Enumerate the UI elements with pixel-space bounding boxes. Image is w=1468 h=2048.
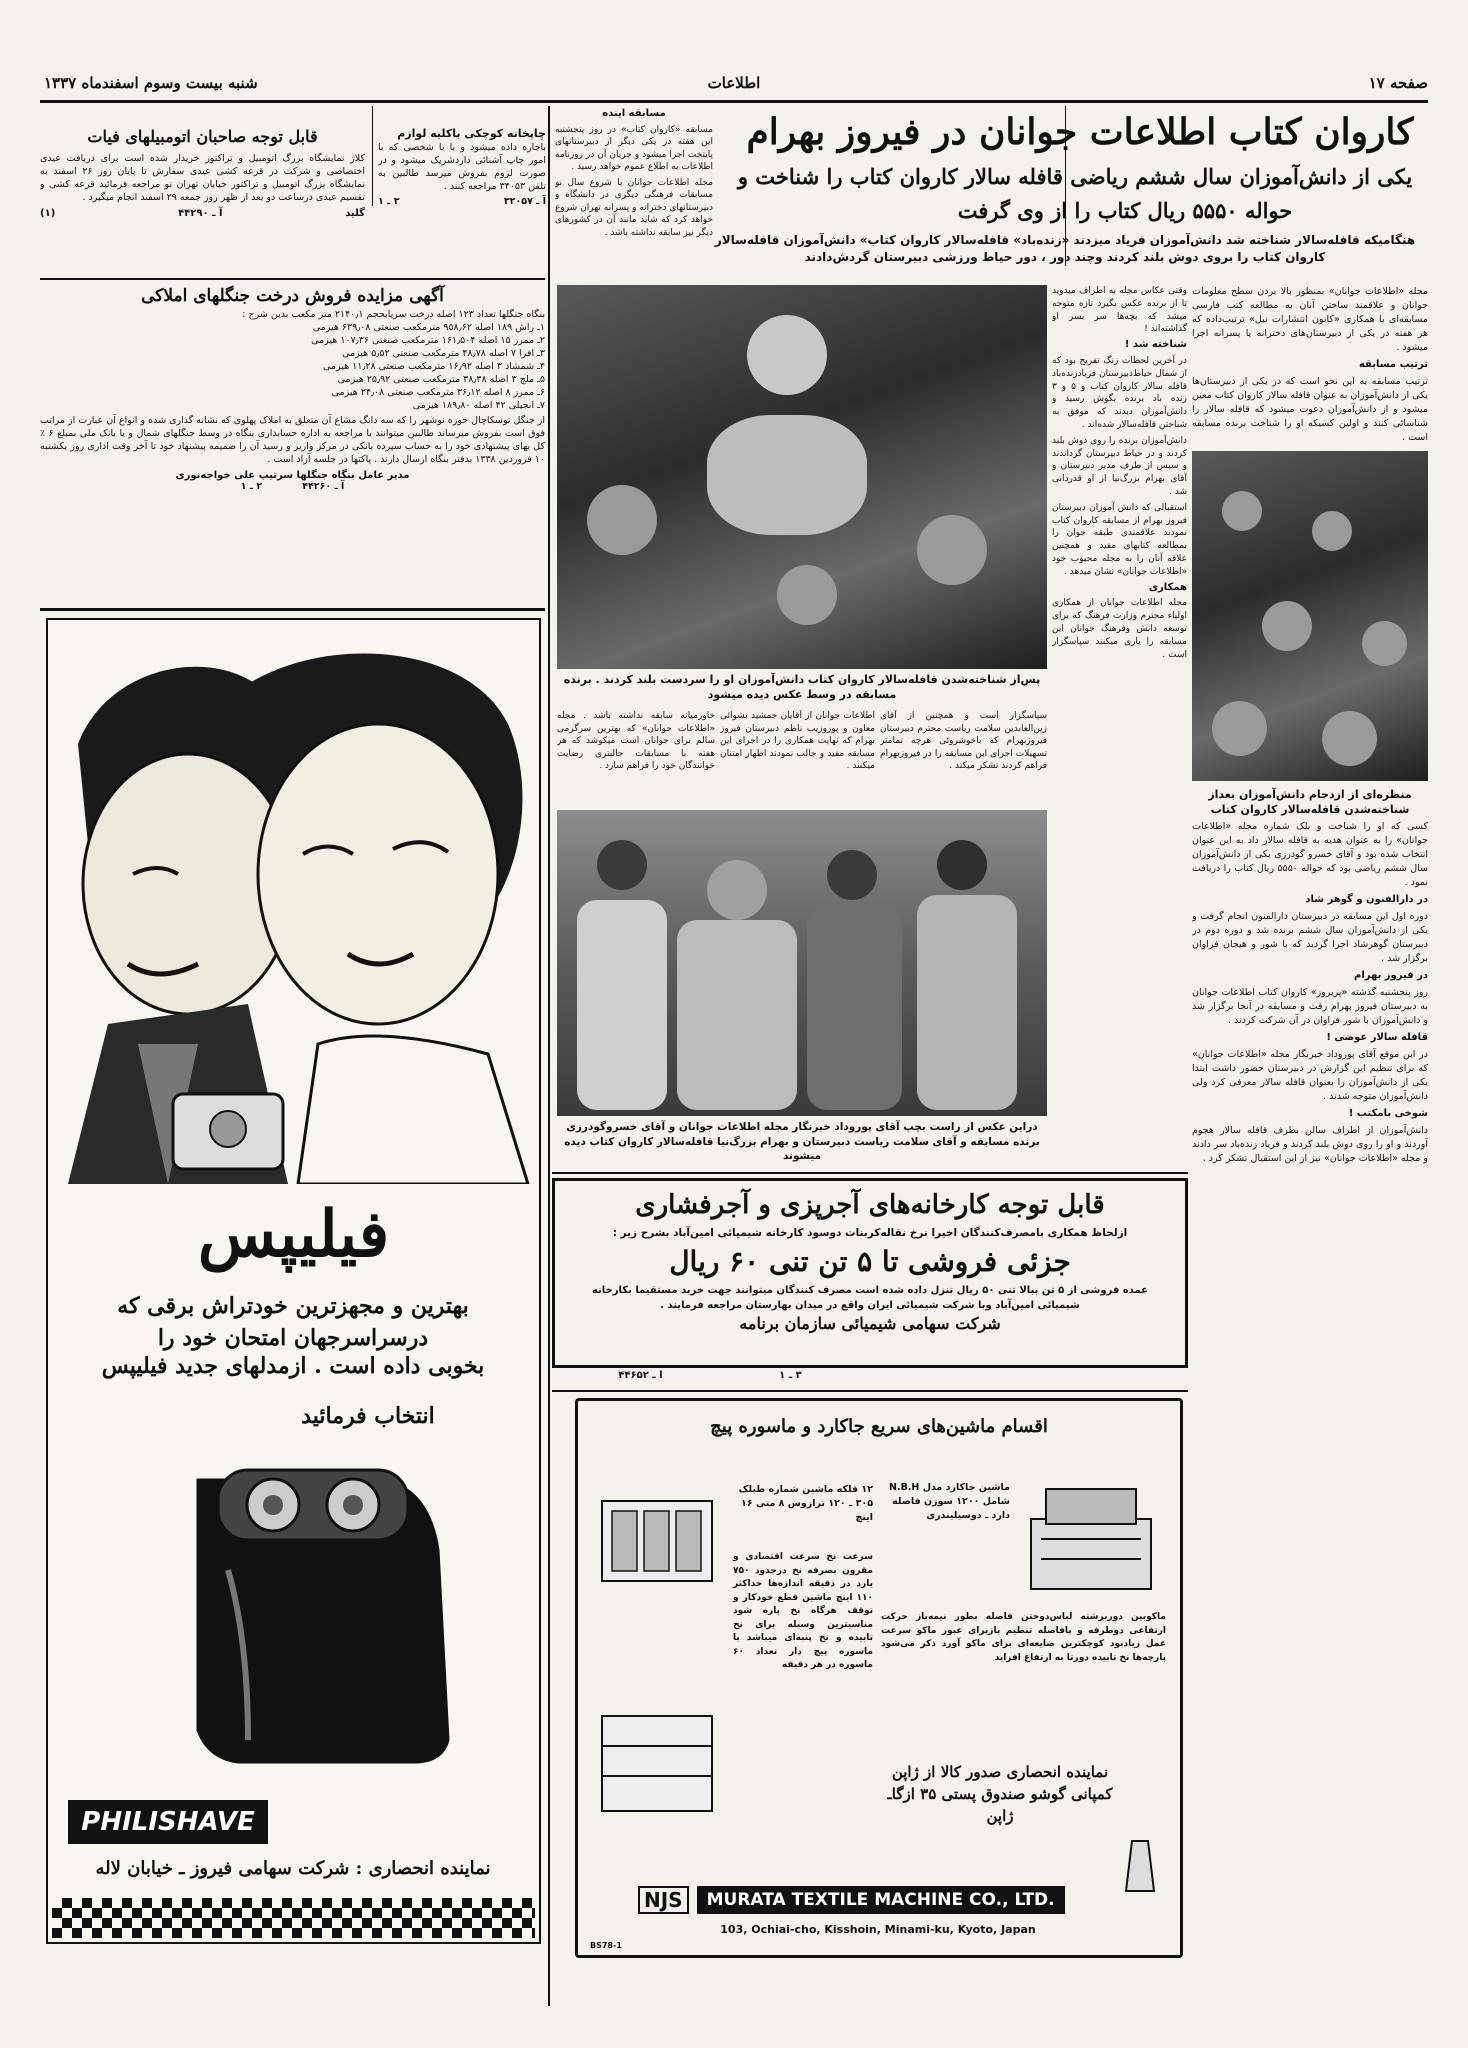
printshop-ad-ref: ۳ ـ ۱ bbox=[378, 196, 400, 207]
story-column-a bbox=[1192, 285, 1428, 2000]
auction-list bbox=[40, 321, 545, 412]
main-subhead-2: حواله ۵۵۵۰ ریال کتاب را از وی گرفت bbox=[957, 198, 1293, 223]
paragraph: استقبالی که دانش آموزان دبیرستان فیروز بهرام از مسابقه کاروان کتاب نمودند علاقمندی طبقه جوان را بمطالعه کتابهای مفید و همچنین علاقه آنان را به مجله محبوب خود «اطلاعات جوانان» نشان میدهد . bbox=[1052, 502, 1187, 577]
section-heading: در فیروز بهرام bbox=[1353, 970, 1428, 981]
photo-figure bbox=[1222, 491, 1262, 531]
fiat-ad-ref: (۱) bbox=[40, 208, 56, 219]
mid-text-2: اطلاعات جوانان از آقایان جمشید بشوائی معاون و پوروزیب ناظم دبیرستان فیروز بهرام که نهایت همکاری را در اجرای این مسابقه مفید و جالب نمودند اظهار امتنان میکنند . bbox=[720, 711, 875, 771]
murata-company: MURATA TEXTILE MACHINE CO., LTD. bbox=[697, 1886, 1065, 1914]
photo2-caption: منظره‌ای از ازدحام دانش‌آموزان بعداز شناخته‌شدن قافله‌سالار کاروان کتاب bbox=[1208, 788, 1412, 816]
printshop-ad-body: باجاره داده میشود و یا با شخصی که با امور چاپ آشنائی داردشریک میشود و در صورت لزوم بفروش میرسد طالبین به تلفن ۳۴۰۵۳ مراجعه کنند . bbox=[378, 142, 546, 192]
list-item: ۱ـ راش ۱۸۹ اصله ۹۵۸٫۶۲ مترمکعب صنعتی ۶۳۹٫۰۸ هیزمی bbox=[312, 322, 545, 333]
printshop-ad-code: آ ـ ۳۲۰۵۷ bbox=[503, 196, 546, 207]
brick-ad-title: قابل توجه کارخانه‌های آجرپزی و آجرفشاری bbox=[635, 1190, 1105, 1220]
section-heading: قافله سالار عوضی ! bbox=[1326, 1032, 1428, 1043]
photo-figure bbox=[777, 565, 837, 625]
brick-ad-body: عمده فروشی از ۵ تن ببالا تنی ۵۰ ریال تنزل داده شده است مصرف کنندگان میتوانند جهت خرید مستقیما بکارخانه شیمیائی امین‌آباد وبا شرکت شیمیائی ایران واقع در میدان بهارستان مراجعه فرمایند . bbox=[591, 1285, 1148, 1311]
photo-figure bbox=[747, 315, 827, 395]
paragraph: دانش‌آموزان برنده را روی دوش بلند کردند و در حیاط دبیرستان گرداندند و سپس از طرف مدیر دبیرستان و آقای بهرام بزرگ‌نیا از او قدردانی شد . bbox=[1052, 435, 1187, 497]
photo-figure bbox=[597, 840, 647, 890]
section-heading: شناخته شد ! bbox=[1124, 339, 1187, 351]
philishave-logo: PHILISHAVE bbox=[68, 1800, 268, 1844]
paragraph: دانش‌آموزان از اطراف سالن بطرف قافله سالار هجوم آوردند و او را روی دوش بلند کردند و فریاد زنده‌باد سر دادند و مجله «اطلاعات جوانان» نیز از این استقبال تشکر کرد . bbox=[1192, 1125, 1428, 1164]
photo-figure bbox=[1262, 601, 1312, 651]
machine2-title: ۱۲ فلکه ماشین شماره طبلک ۳۰۵ ـ ۱۲۰ ترازوس ۸ متی ۱۶ اینچ bbox=[738, 1484, 873, 1523]
paragraph: مجله اطلاعات جوانان با شروع سال نو مسابقات فرهنگی دیگری در دانشگاه و دبیرستانهای دخترانه و پسرانه تهران شروع خواهد کرد که شاید مانند آن در کشورهای دیگر نیز سابقه نداشته باشد . bbox=[555, 177, 713, 238]
photo-figure bbox=[917, 515, 987, 585]
column-rule bbox=[372, 106, 373, 206]
brick-ad-price: جزئی فروشی تا ۵ تن تنی ۶۰ ریال bbox=[669, 1245, 1071, 1278]
murata-address: 103, Ochiai-cho, Kisshoin, Minami-ku, Kyoto, Japan bbox=[720, 1923, 1036, 1936]
auction-ad-signature: مدیر عامل بنگاه جنگلها سرتیپ علی خواجه‌نوری bbox=[175, 470, 410, 481]
fiat-ad-sign: گلید bbox=[345, 208, 365, 219]
story-column-b bbox=[1052, 285, 1187, 1125]
bobbin-icon bbox=[1120, 1836, 1160, 1896]
list-item: ۶ـ ممرز ۸ اصله ۳۶٫۱۲ مترمکعب صنعتی ۲۴٫۰۸ هیزمی bbox=[331, 387, 545, 398]
checker-border bbox=[52, 1898, 535, 1938]
brick-ad bbox=[552, 1178, 1188, 1368]
machine1-title: ماشین جاکارد مدل N.B.H شامل ۱۲۰۰ سوزن فاصله دارد ـ دوسیلیندری bbox=[889, 1482, 1010, 1521]
paragraph: مسابقه «کاروان کتاب» در روز پنجشنبه این هفته در یکی دیگر از دبیرستانهای پایتخت اجرا میشود و جریان آن در روزنامه اطلاعات به اطلاع عموم خواهد رسید . bbox=[555, 124, 713, 172]
photo-figure bbox=[707, 860, 767, 920]
photo-crowd bbox=[1192, 451, 1428, 781]
paragraph: در این موقع آقای پوروداد خبرنگار مجله «اطلاعات جوانان» که برای تنظیم این گزارش در دبیرستان حضور داشت ابتدا یکی از دانش‌آموزان را بعنوان قافله سالار معرفی کرد ولی دانش‌آموزان متوجه شدند . bbox=[1192, 1049, 1428, 1102]
photo-figure bbox=[1362, 621, 1407, 666]
section-rule bbox=[40, 278, 545, 280]
list-item: ۲ـ ممرز ۱۵ اصله ۱۶۱٫۵۰۴ مترمکعب صنعتی ۱۰۷٫۳۶ هیزمی bbox=[311, 335, 545, 346]
couple-illustration bbox=[48, 624, 539, 1184]
photo-figure bbox=[707, 415, 867, 535]
fiat-ad bbox=[40, 126, 365, 276]
njs-logo: NJS bbox=[638, 1886, 689, 1914]
paragraph: در آخرین لحظات زنگ تفریح بود که از شمال حیاط‌دبیرستان فریادزنده‌باد قافله سالار کاروان کتاب و ۵ و ۳ زنده باد برنده بگوش رسید و دانش‌آموزان دیدند که موفق به شناختن قافله‌سالار شده‌اند . bbox=[1052, 355, 1187, 430]
next-contest-column bbox=[555, 108, 713, 253]
list-item: ۳ـ افرا ۷ اصله ۴۸٫۷۸ مترمکعب صنعتی ۵٫۵۲ هیزمی bbox=[342, 348, 545, 359]
next-contest-heading: مسابقه آینده bbox=[602, 108, 666, 119]
photo-group bbox=[557, 810, 1047, 1116]
murata-code: BS78-1 bbox=[590, 1941, 622, 1950]
photo-figure bbox=[937, 840, 987, 890]
section-heading: ترتیب مسابقه bbox=[1358, 359, 1428, 370]
section-heading: شوخی بامکتب ! bbox=[1348, 1108, 1428, 1119]
philips-tagline-3: انتخاب فرمائید bbox=[301, 1403, 435, 1429]
paragraph: دوره اول این مسابقه در دبیرستان دارالفنون انجام گرفت و یکی از دانش‌آموزان سال ششم برنده شد و دوره دوم در دبیرستان گوهرشاد اجرا گردید که با شور و هیجان فراوان برگزار شد . bbox=[1192, 911, 1428, 964]
auction-ad-code: آ ـ ۴۴۲۶۰ bbox=[302, 481, 345, 492]
murata-ad-title: اقسام ماشین‌های سریع جاکارد و ماسوره پیچ bbox=[710, 1416, 1048, 1437]
masthead-rule bbox=[40, 100, 1428, 103]
main-deck: هنگامیکه قافله‌سالار شناخته شد دانش‌آموزان فریاد میزدند «زنده‌باد» قافله‌سالار کاروان کتاب» دانش‌آموزان قافله‌سالار کاروان کتاب را بروی دوش بلند کردند وچند دور ، دور حیاط ورزشی دبیرستان گردش‌دادند bbox=[714, 233, 1416, 264]
philips-brand: فیلیپس bbox=[197, 1197, 390, 1272]
list-item: ۴ـ شمشاد ۳ اصله ۱۶٫۹۲ مترمکعب صنعتی ۱۱٫۲۸ هیزمی bbox=[322, 361, 545, 372]
paragraph: کسی که او را شناخت و بلک شماره مجله «اطلاعات جوانان» را به عنوان هدیه به قافله سالار داد به این عنوان انتخاب شده بود و آقای خسرو گودرزی یکی از دانش‌آموزان سال ششم ریاضی بود که حواله ۵۵۵۰ ریال کتاب را دریافت نمود . bbox=[1192, 821, 1428, 888]
paragraph: روز پنجشنبه گذشته «پریروز» کاروان کتاب اطلاعات جوانان به دبیرستان فیروز بهرام رفت و مسابقه در آنجا برگزار شد و دانش‌آموزان با شور فراوان در آن شرکت کردند . bbox=[1192, 987, 1428, 1026]
winding-machine-illustration bbox=[592, 1481, 722, 1591]
murata-agent: نماینده انحصاری صدور کالا از ژاپن کمپانی گوشو صندوق پستی ۳۵ ازگاـ ژاپن bbox=[887, 1763, 1113, 1825]
column-rule bbox=[548, 106, 550, 2006]
paragraph: وقتی عکاس مجله به اطراف میدوید تا از برنده عکس بگیرد تازه متوجه میشد که بچه‌ها سر بسر او گذاشته‌اند ! bbox=[1052, 286, 1187, 335]
photo3-caption: دراین عکس از راست بچپ آقای پوروداد خبرنگار مجله اطلاعات جوانان و آقای خسروگودرزی برنده مسابقه و آقای سلامت ریاست دبیرستان و بهرام بزرگ‌نیا قافله‌سالار کاروان کتاب دیده میشوند bbox=[564, 1121, 1040, 1162]
photo-figure bbox=[1322, 711, 1377, 766]
brick-ad-code: آ ـ ۴۴۶۵۲ bbox=[618, 1370, 663, 1381]
photo-figure bbox=[807, 905, 902, 1110]
main-headline: کاروان کتاب اطلاعات جوانان در فیروز بهرام bbox=[746, 111, 1414, 153]
section-heading: همکاری bbox=[1148, 581, 1187, 593]
photo-figure bbox=[1212, 701, 1267, 756]
philips-agent: نماینده انحصاری : شرکت سهامی فیروز ـ خیابان لاله bbox=[95, 1858, 491, 1879]
issue-date: شنبه بیست وسوم اسفندماه ۱۳۳۷ bbox=[44, 74, 258, 92]
photo-figure bbox=[1312, 511, 1352, 551]
fiat-ad-title: قابل توجه صاحبان اتومبیلهای فیات bbox=[87, 127, 318, 146]
philips-tagline-2: بخوبی داده است . ازمدلهای جدید فیلیپس bbox=[101, 1353, 485, 1379]
auction-ad-title: آگهی مزایده فروش درخت جنگلهای املاکی bbox=[141, 286, 444, 306]
section-rule bbox=[40, 608, 545, 611]
printshop-ad bbox=[378, 126, 546, 276]
bobbin-machine-illustration bbox=[592, 1701, 722, 1821]
paper-name: اطلاعات bbox=[707, 74, 761, 92]
printshop-ad-title: چاپخانه کوچکی باکلیه لوازم bbox=[397, 127, 546, 140]
shaver-illustration bbox=[48, 1440, 539, 1770]
murata-ad bbox=[575, 1398, 1183, 1958]
section-heading: در دارالفنون و گوهر شاد bbox=[1305, 894, 1428, 905]
paragraph: مجله «اطلاعات جوانان» بمنظور بالا بردن سطح معلومات جوانان و علاقمند ساختن آنان به مطالعه کتب فارسی مسابقه‌ای با همکاری «کانون انتشارات نیل» ترتیب‌داده که هر هفته در یکی از دبیرستان‌های دخترانه یا پسرانه اجرا میشود . bbox=[1192, 286, 1428, 353]
philips-tagline-1: بهترین و مجهزترین خودتراش برقی که درسراسرجهان امتحان خود را bbox=[117, 1293, 469, 1351]
photo1-caption: پس‌از شناخته‌شدن قافله‌سالار کاروان کتاب دانش‌آموزان او را سردست بلند کردند . برنده مسابقه در وسط عکس دیده میشود bbox=[563, 673, 1041, 701]
mid-text-3: خاورمیانه سابقه نداشته باشد . مجله «اطلاعات جوانان» که بهترین سرگرمی سالم برای جوانان است میکوشد که هر هفته با مسابقات جالبتری رضایت خوانندگان خود را فراهم سازد . bbox=[557, 711, 715, 771]
machine1-body: ماکوبین دوربرشته لباس‌دوختن فاصله بطور نیمه‌باز حرکت ارتفاعی دوطرفه و بافاصله تنظیم بازیرای عبور ماکو سرعت عمل زیادبود کوچکترین ضایعه‌ای برای ماکو آورد ذکر می‌شود پارچه‌ها نخ تابیده‌ دورتا‌ به‌ ارتفاع‌ افزاید bbox=[881, 1612, 1166, 1663]
brick-ad-intro: ازلحاظ همکاری بامصرف‌کنندگان اخیرا نرخ نقاله‌کربنات دوسود کارخانه شیمیائی امین‌آباد بشرح زیر : bbox=[612, 1227, 1128, 1239]
brick-ad-footer bbox=[560, 1370, 860, 1381]
paragraph: مجله اطلاعات جوانان از همکاری اولیاء محترم وزارت فرهنگ که برای توسعه دانش وفرهنگ جوانان این مسابقه را یاری میکنند سپاسگزار است . bbox=[1052, 598, 1187, 660]
main-subhead-1: یکی از دانش‌آموزان سال ششم ریاضی قافله سالار کاروان کتاب را شناخت و bbox=[737, 164, 1413, 189]
section-rule bbox=[552, 1172, 1188, 1174]
machine2-body: سرعت نخ سرعت اقتصادی و مقرون بصرفه نخ درجدود ۷۵۰ یارد در دقیقه اندازه‌ها حداکثر ۱۱۰ اینچ ماشین قطع خودکار و توقف هرگاه نخ پاره شود مناسبترین وسیله برای نخ تابیده و نخ پنبه‌ای میباشد با ماسوره پیچ دار تعداد ۶۰ ماسوره در هر دقیقه bbox=[733, 1552, 873, 1670]
brick-ad-company: شرکت سهامی شیمیائی سازمان برنامه bbox=[739, 1314, 1001, 1333]
jacquard-machine-illustration bbox=[1016, 1479, 1166, 1599]
auction-ad-intro: بنگاه جنگلها تعداد ۱۲۳ اصله درخت سرپابحجم ۲۱۴۰٫۱ متر مکعب بدین شرح : bbox=[242, 309, 545, 320]
paragraph: ترتیب مسابقه به این نحو است که در یکی از دبیرستان‌ها یکی از دانش‌آموزان به عنوان قافله سالار کاروان کتاب معین میشود و از دانش‌آموزان دعوت میشود که قافله سالار را شناسائی کنند و اولین کسیکه او را شناخت برنده مسابقه است . bbox=[1192, 376, 1428, 443]
philips-ad bbox=[46, 618, 541, 1944]
auction-ad-ref: ۲ ـ ۱ bbox=[240, 481, 263, 492]
mid-text-1: سپاسگزار است و همچنین از آقای زین‌العابدین سلامت ریاست محترم دبیرستان فیروزبهرام که باخوشروئی هرچه تمامتر تسهیلات اجرای این مسابقه را در فیروزبهرام فراهم کردند تشکر میکند . bbox=[880, 711, 1047, 771]
list-item: ۷ـ انجیلی ۴۲ اصله ۱۸۹٫۸۰ هیزمی bbox=[412, 400, 545, 411]
page-number: صفحه ۱۷ bbox=[1368, 74, 1428, 92]
section-rule bbox=[552, 1390, 1188, 1392]
auction-ad bbox=[40, 284, 545, 604]
fiat-ad-code: آ ـ ۴۴۲۹۰ bbox=[178, 208, 223, 219]
photo-figure bbox=[677, 920, 797, 1110]
auction-ad-body: از جنگل توسکاچال حوزه نوشهر را که سه دانگ مشاع آن متعلق به املاک پهلوی که نشانه گذاری شده و انواع آن عبارت از مراتب فوق است بفروش میرساند طالبین میتوانند با مراجعه به اداره حسابداری بنگاه در وسط جنگلهای شمال و یا بانک ملی بمبلغ ۶ ٪ کل بهای پیشنهادی خود را به حساب سپرده بانکی در مرکز واریز و رسید آن را ضمیمه پیشنهاد خود تا آخر وقت اداری روز یکشنبه ۱۰ فروردین ۱۳۳۸ بدفتر بنگاه ارسال دارند . پاکتها در جلسه آزاد است . bbox=[40, 415, 545, 465]
photo-figure bbox=[827, 850, 877, 900]
photo-figure bbox=[587, 485, 657, 555]
photo-winner-lifted bbox=[557, 285, 1047, 669]
brick-ad-ref: ۳ ـ ۱ bbox=[779, 1370, 802, 1381]
photo-figure bbox=[917, 895, 1017, 1110]
fiat-ad-body: کلاژ نمایشگاه بزرگ اتومبیل و تراکتور خریدار شده است برای دریافت عیدی اختصاصی و شرکت در قرعه کشی عیدی سفارش تا پایان روز ۲۶ اسفند به نمایشگاه بزرگ اتومبیل و تراکتور خیابان تهران نو مراجعه فرمائید قرعه کشی و تقسیم عیدی درساعت دو بعد از ظهر روز جمعه ۲۹ اسفند انجام میگیرد . bbox=[40, 153, 365, 203]
list-item: ۵ـ ملچ ۳ اصله ۳۸٫۳۸ مترمکعب صنعتی ۲۵٫۹۲ هیزمی bbox=[337, 374, 545, 385]
photo-figure bbox=[577, 900, 667, 1110]
